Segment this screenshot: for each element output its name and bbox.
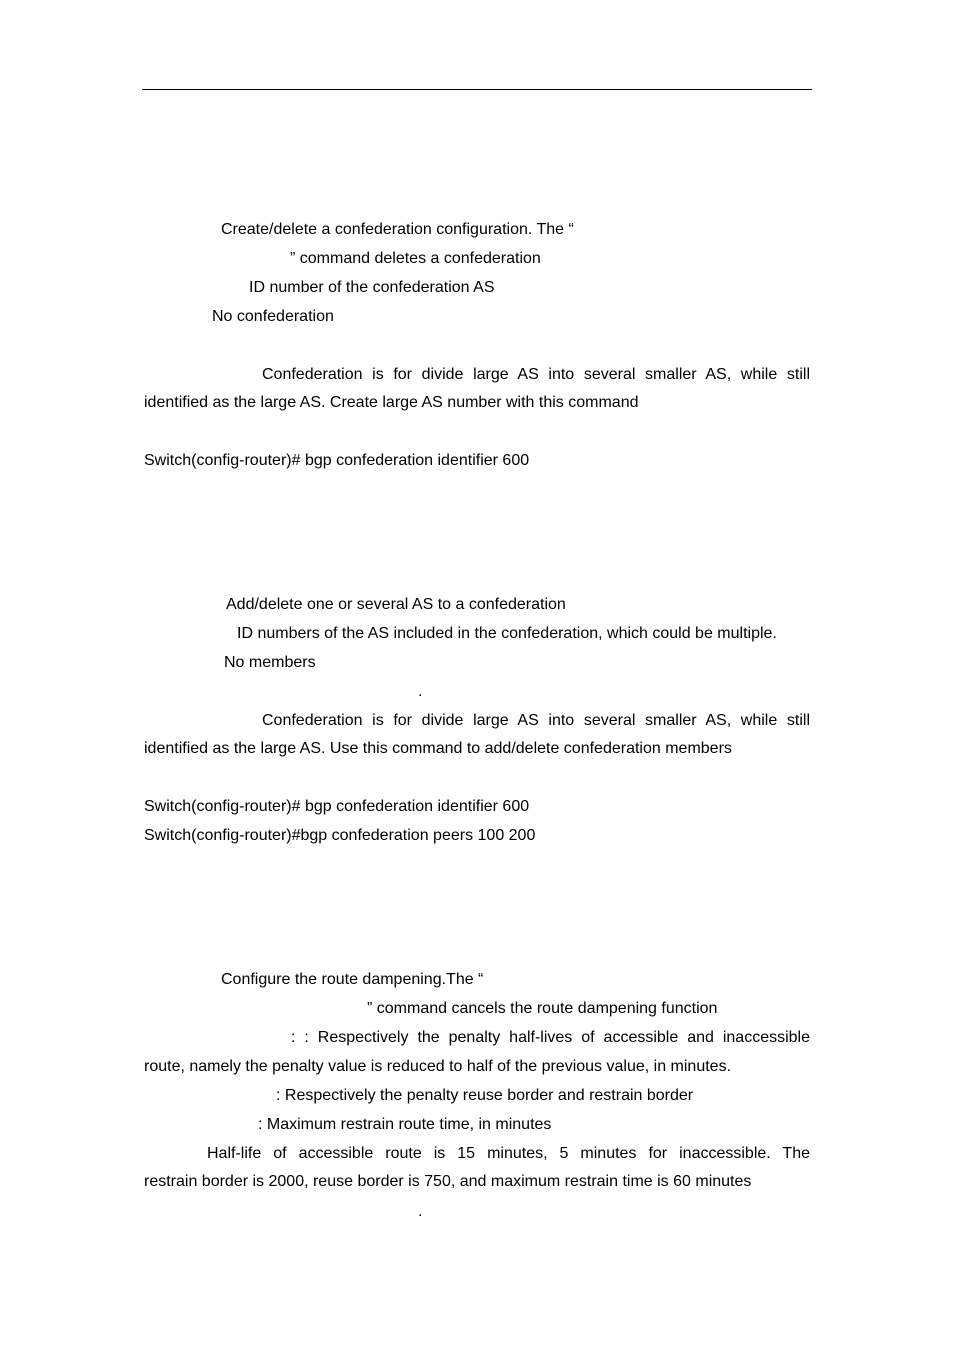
s2-function: Add/delete one or several AS to a confederation xyxy=(226,596,566,613)
s3-function: Configure the route dampening.The “ xyxy=(221,971,484,988)
header-rule xyxy=(142,89,812,90)
s2-example-command-2: Switch(config-router)#bgp confederation peers 100 200 xyxy=(144,827,536,844)
s3-param-max-time: : Maximum restrain route time, in minutes xyxy=(258,1116,552,1133)
s3-mode-dot: . xyxy=(418,1203,423,1220)
s3-default-line2: restrain border is 2000, reuse border is 750, and maximum restrain time is 60 minutes xyxy=(144,1173,752,1190)
s3-default xyxy=(144,1144,810,1192)
s1-usage xyxy=(144,365,810,413)
s3-param-halflife-line1: : : Respectively the penalty half-lives of accessible and inaccessible xyxy=(291,1029,810,1046)
s3-param-borders: : Respectively the penalty reuse border and restrain border xyxy=(276,1087,694,1104)
s3-param-halflife-line2: route, namely the penalty value is reduced to half of the previous value, in minutes. xyxy=(144,1058,732,1075)
s3-function-cont: ” command cancels the route dampening function xyxy=(367,1000,718,1017)
s2-usage-line2: identified as the large AS. Use this command to add/delete confederation members xyxy=(144,740,732,757)
s1-parameter: ID number of the confederation AS xyxy=(249,279,495,296)
s1-usage-line2: identified as the large AS. Create large AS number with this command xyxy=(144,394,639,411)
s2-usage-line1: Confederation is for divide large AS into several smaller AS, while still xyxy=(262,712,810,729)
s2-parameter: ID numbers of the AS included in the confederation, which could be multiple. xyxy=(237,625,777,642)
s2-default: No members xyxy=(224,654,316,671)
s2-usage xyxy=(144,711,810,759)
s1-function: Create/delete a confederation configuration. The “ xyxy=(221,221,574,238)
s2-mode-dot: . xyxy=(418,683,423,700)
s1-default: No confederation xyxy=(212,308,334,325)
s1-example-command: Switch(config-router)# bgp confederation identifier 600 xyxy=(144,452,530,469)
s1-usage-line1: Confederation is for divide large AS into several smaller AS, while still xyxy=(262,366,810,383)
s3-default-line1: Half-life of accessible route is 15 minutes, 5 minutes for inaccessible. The xyxy=(207,1145,810,1162)
s1-function-cont: ” command deletes a confederation xyxy=(290,250,541,267)
s3-param-halflife xyxy=(144,1028,810,1077)
s2-example-command-1: Switch(config-router)# bgp confederation identifier 600 xyxy=(144,798,530,815)
